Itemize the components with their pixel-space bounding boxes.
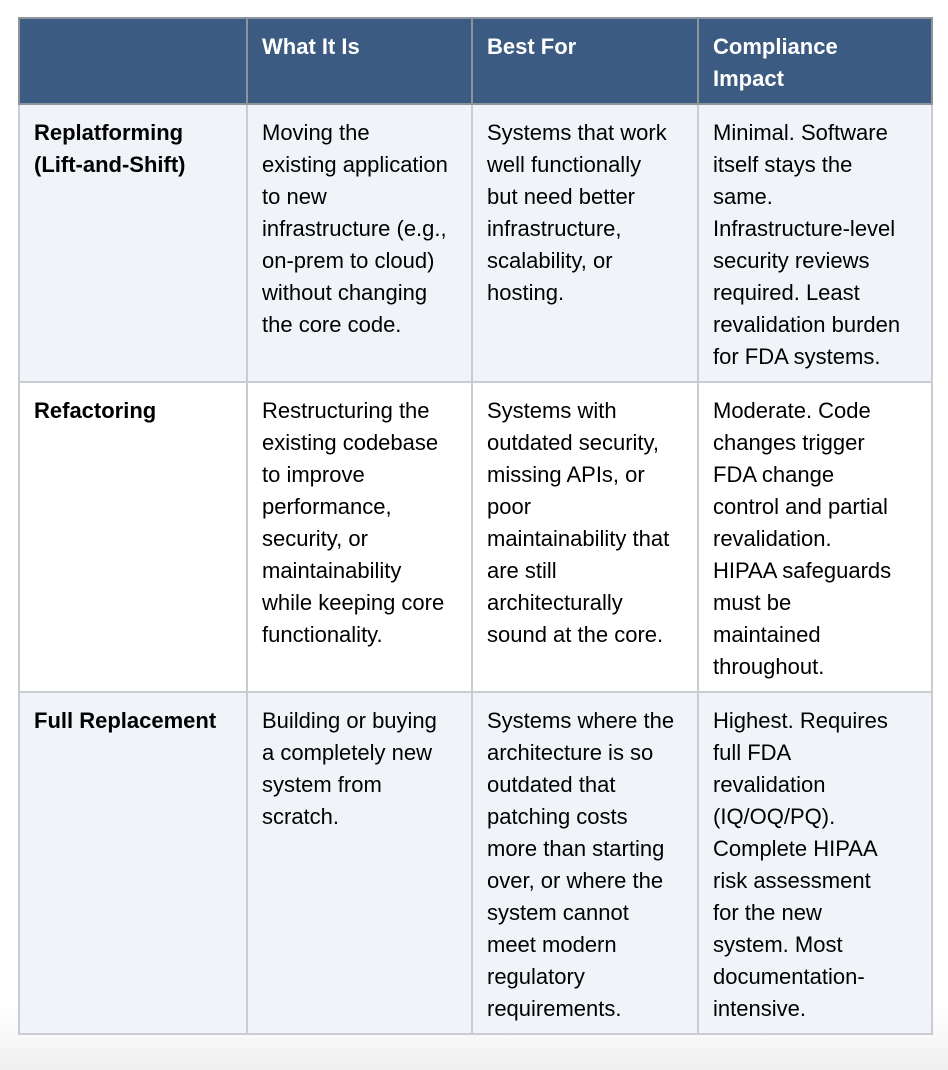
header-cell-best-for: Best For — [472, 18, 698, 104]
header-cell-what-it-is: What It Is — [247, 18, 472, 104]
approach-cell: Refactoring — [19, 382, 247, 692]
best-for-cell: Systems that work well functionally but need better infrastructure, scalability, or hosting. — [472, 104, 698, 382]
what-it-is-cell: Building or buying a completely new system from scratch. — [247, 692, 472, 1034]
table-row-full-replacement — [19, 692, 932, 1034]
compliance-impact-cell: Highest. Requires full FDA revalidation (IQ/OQ/PQ). Complete HIPAA risk assessment for the new system. Most documentation-intensive. — [698, 692, 932, 1034]
compliance-impact-cell: Minimal. Software itself stays the same. Infrastructure-level security reviews required. Least revalidation burden for FDA systems. — [698, 104, 932, 382]
best-for-cell: Systems with outdated security, missing APIs, or poor maintainability that are still architecturally sound at the core. — [472, 382, 698, 692]
header-cell-approach — [19, 18, 247, 104]
approach-cell: Replatforming (Lift-and-Shift) — [19, 104, 247, 382]
approach-cell: Full Replacement — [19, 692, 247, 1034]
modernization-comparison-table — [18, 17, 933, 1035]
table-row-refactoring — [19, 382, 932, 692]
what-it-is-cell: Restructuring the existing codebase to improve performance, security, or maintainability while keeping core functionality. — [247, 382, 472, 692]
table-header-row — [19, 18, 932, 104]
best-for-cell: Systems where the architecture is so outdated that patching costs more than starting over, or where the system cannot meet modern regulatory requirements. — [472, 692, 698, 1034]
compliance-impact-cell: Moderate. Code changes trigger FDA change control and partial revalidation. HIPAA safeguards must be maintained throughout. — [698, 382, 932, 692]
table-row-replatforming — [19, 104, 932, 382]
what-it-is-cell: Moving the existing application to new infrastructure (e.g., on-prem to cloud) without changing the core code. — [247, 104, 472, 382]
header-cell-compliance-impact: Compliance Impact — [698, 18, 932, 104]
